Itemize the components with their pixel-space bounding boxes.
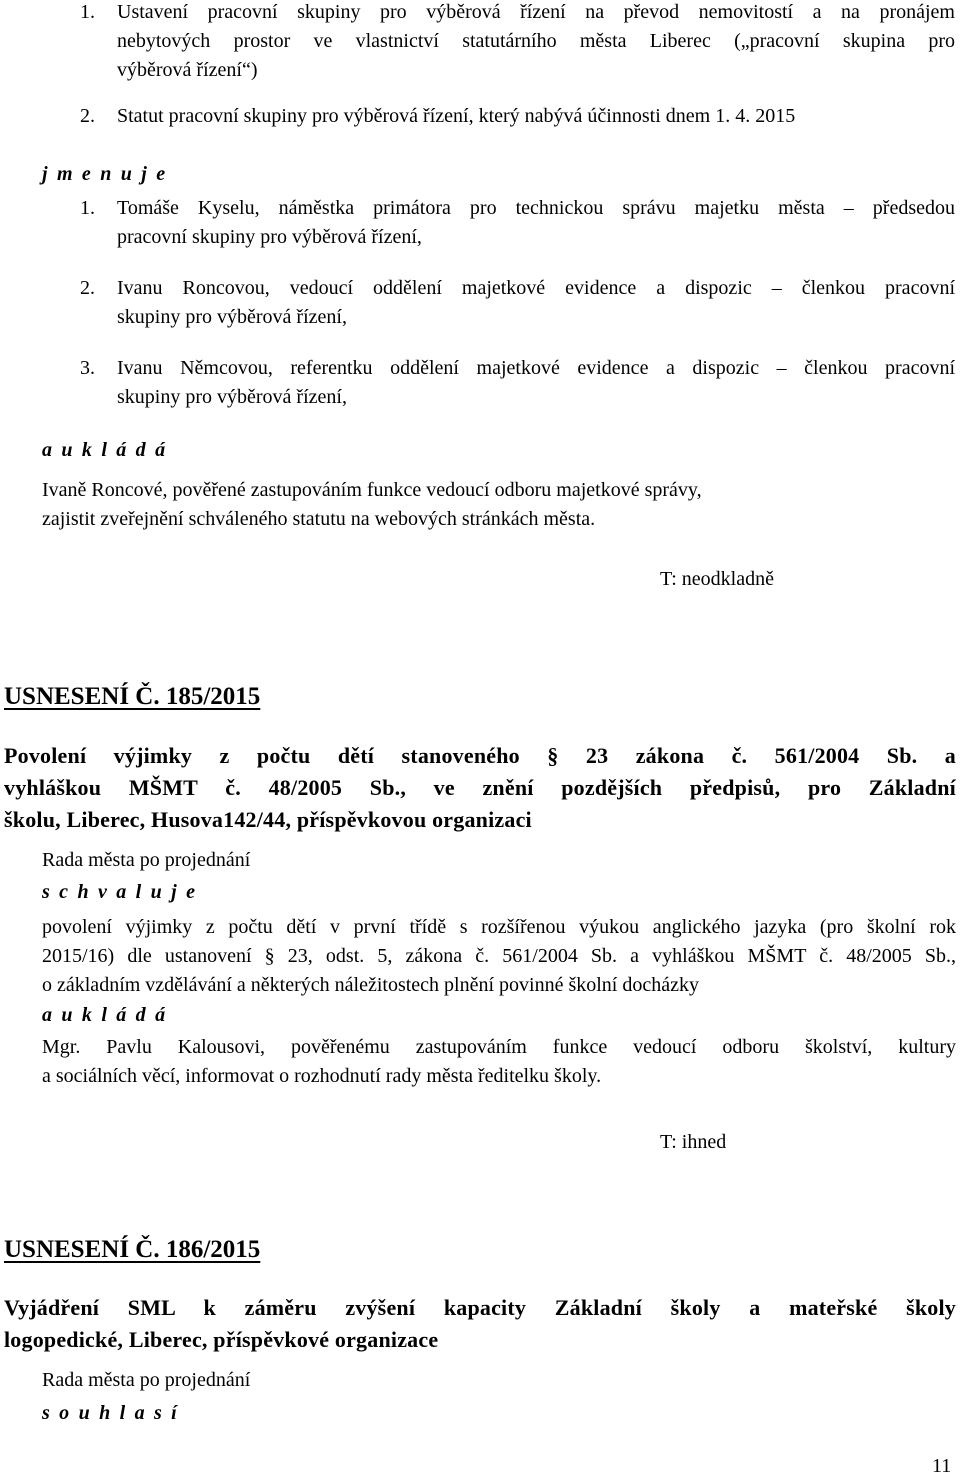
list-item-line: skupiny pro výběrová řízení, bbox=[117, 386, 347, 408]
task-line: Ivaně Roncové, pověřené zastupováním funkce vedoucí odboru majetkové správy, bbox=[42, 479, 702, 501]
resolution-heading: USNESENÍ Č. 186/2015 bbox=[4, 1236, 261, 1263]
uklada-label: a u k l á d á bbox=[42, 439, 167, 461]
list-item-line: Tomáše Kyselu, náměstka primátora pro technickou správu majetku města – předsedou bbox=[117, 197, 955, 219]
list-item-line: skupiny pro výběrová řízení, bbox=[117, 306, 347, 328]
list-number: 2. bbox=[80, 105, 95, 127]
resolution-title-line: školu, Liberec, Husova142/44, příspěvkovou organizaci bbox=[4, 807, 532, 832]
task-line: Mgr. Pavlu Kalousovi, pověřenému zastupováním funkce vedoucí odboru školství, kultury bbox=[42, 1036, 956, 1058]
approval-line: 2015/16) dle ustanovení § 23, odst. 5, zákona č. 561/2004 Sb. a vyhláškou MŠMT č. 48/2005 Sb., bbox=[42, 945, 956, 967]
list-item-line: Statut pracovní skupiny pro výběrová řízení, který nabývá účinnosti dnem 1. 4. 2015 bbox=[117, 105, 796, 127]
schvaluje-label: s c h v a l u j e bbox=[42, 881, 197, 903]
list-item-line: výběrová řízení“) bbox=[117, 59, 258, 81]
list-item-line: pracovní skupiny pro výběrová řízení, bbox=[117, 226, 422, 248]
approval-line: povolení výjimky z počtu dětí v první třídě s rozšířenou výukou anglického jazyka (pro školní rok bbox=[42, 916, 956, 938]
resolution-title-line: vyhláškou MŠMT č. 48/2005 Sb., ve znění pozdějších předpisů, pro Základní bbox=[4, 775, 956, 800]
resolution-title-line: logopedické, Liberec, příspěvkové organizace bbox=[4, 1327, 439, 1352]
resolution-title-line: Povolení výjimky z počtu dětí stanoveného § 23 zákona č. 561/2004 Sb. a bbox=[4, 743, 956, 768]
resolution-title-line: Vyjádření SML k záměru zvýšení kapacity Základní školy a mateřské školy bbox=[4, 1295, 956, 1320]
resolution-heading: USNESENÍ Č. 185/2015 bbox=[4, 683, 261, 710]
deadline: T: neodkladně bbox=[660, 568, 774, 590]
council-text: Rada města po projednání bbox=[42, 849, 251, 871]
page-number: 11 bbox=[932, 1455, 952, 1477]
list-number: 1. bbox=[80, 1, 95, 23]
council-text: Rada města po projednání bbox=[42, 1369, 251, 1391]
list-item-line: Ivanu Němcovou, referentku oddělení majetkové evidence a dispozic – členkou pracovní bbox=[117, 357, 955, 379]
list-item-line: Ustavení pracovní skupiny pro výběrová řízení na převod nemovitostí a na pronájem bbox=[117, 1, 955, 23]
task-line: zajistit zveřejnění schváleného statutu na webových stránkách města. bbox=[42, 508, 596, 530]
list-item-line: nebytových prostor ve vlastnictví statutárního města Liberec („pracovní skupina pro bbox=[117, 30, 955, 52]
souhlasi-label: s o u h l a s í bbox=[42, 1402, 178, 1424]
list-number: 2. bbox=[80, 277, 95, 299]
jmenuje-label: j m e n u j e bbox=[42, 163, 167, 185]
list-item-line: Ivanu Roncovou, vedoucí oddělení majetkové evidence a dispozic – členkou pracovní bbox=[117, 277, 955, 299]
deadline: T: ihned bbox=[660, 1131, 727, 1153]
list-number: 3. bbox=[80, 357, 95, 379]
list-number: 1. bbox=[80, 197, 95, 219]
task-line: a sociálních věcí, informovat o rozhodnutí rady města ředitelku školy. bbox=[42, 1065, 602, 1087]
uklada-label: a u k l á d á bbox=[42, 1004, 167, 1026]
approval-line: o základním vzdělávání a některých náležitostech plnění povinné školní docházky bbox=[42, 974, 699, 996]
